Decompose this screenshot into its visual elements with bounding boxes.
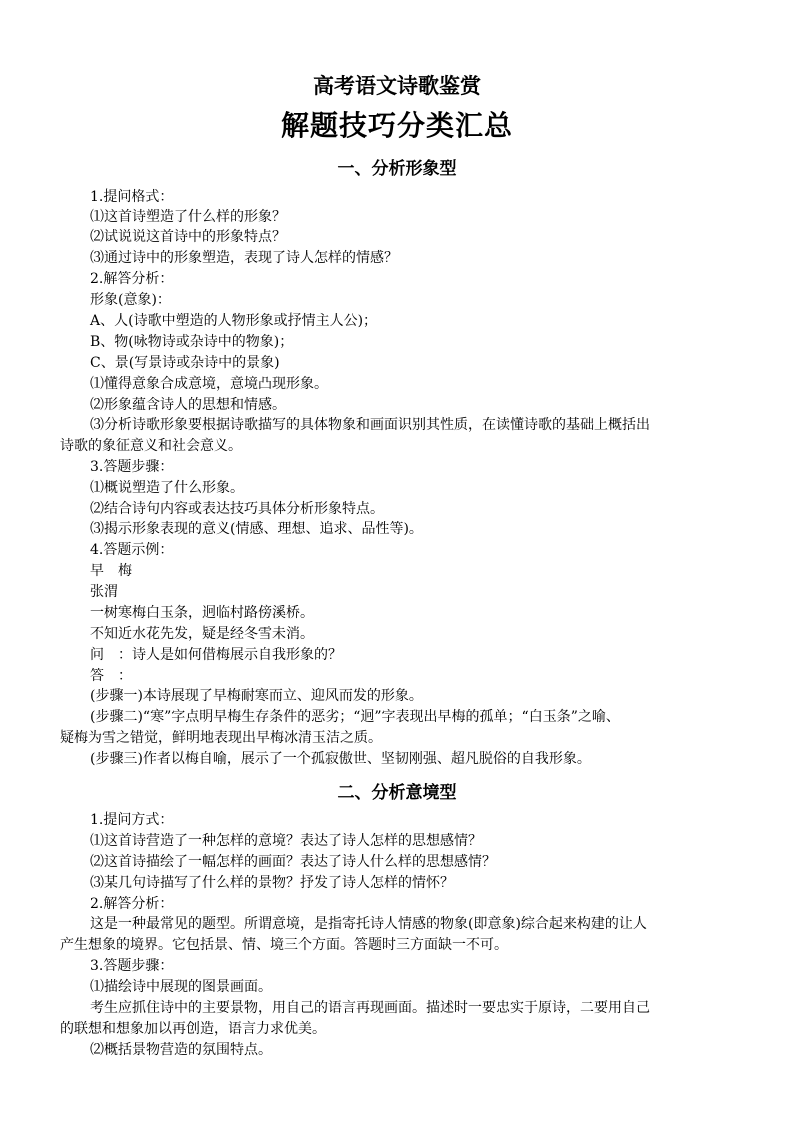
paragraph-line: ⑶通过诗中的形象塑造，表现了诗人怎样的情感？ — [90, 250, 398, 266]
paragraph-line: ⑵这首诗描绘了一幅怎样的画面？表达了诗人什么样的思想感情？ — [90, 854, 496, 870]
paragraph-line: ⑶分析诗歌形象要根据诗歌描写的具体物象和画面识别其性质，在读懂诗歌的基础上概括出 — [90, 417, 650, 433]
paragraph-line: 4.答题示例： — [90, 542, 174, 558]
paragraph-line: ⑵试说说这首诗中的形象特点？ — [90, 229, 286, 245]
poem-line: 不知近水花先发，疑是经冬雪未消。 — [90, 626, 314, 642]
paragraph-line: ⑴懂得意象合成意境，意境凸现形象。 — [90, 376, 328, 392]
paragraph-line: 产生想象的境界。它包括景、情、境三个方面。答题时三方面缺一不可。 — [60, 937, 508, 953]
document-title: 高考语文诗歌鉴赏 — [313, 74, 481, 98]
answer-label: 答 ： — [90, 668, 132, 684]
paragraph-line: ⑴概说塑造了什么形象。 — [90, 480, 244, 496]
paragraph-line: ⑵形象蕴含诗人的思想和情感。 — [90, 397, 286, 413]
answer-step: (步骤三)作者以梅自喻，展示了一个孤寂傲世、坚韧刚强、超凡脱俗的自我形象。 — [90, 751, 591, 767]
paragraph-line: ⑶揭示形象表现的意义(情感、理想、追求、品性等)。 — [90, 521, 423, 537]
paragraph-line: 1.提问方式： — [90, 812, 174, 828]
paragraph-line: C、景(写景诗或杂诗中的景象) — [90, 355, 280, 371]
paragraph-line: 2.解答分析： — [90, 896, 174, 912]
paragraph-line: 诗歌的象征意义和社会意义。 — [60, 438, 242, 454]
paragraph-line: A、人(诗歌中塑造的人物形象或抒情主人公)； — [90, 313, 378, 329]
paragraph-line: ⑶某几句诗描写了什么样的景物？抒发了诗人怎样的情怀？ — [90, 875, 454, 891]
paragraph-line: ⑵结合诗句内容或表达技巧具体分析形象特点。 — [90, 501, 384, 517]
answer-step: (步骤二)“寒”字点明早梅生存条件的恶劣；“迥”字表现出早梅的孤单；“白玉条”之喻、 — [90, 709, 620, 725]
paragraph-line: 考生应抓住诗中的主要景物，用自己的语言再现画面。描述时一要忠实于原诗，二要用自己 — [90, 1000, 650, 1016]
section1-heading: 一、分析形象型 — [337, 159, 457, 179]
poem-title: 早 梅 — [90, 563, 132, 579]
document-subtitle: 解题技巧分类汇总 — [280, 109, 513, 142]
paragraph-line: B、物(咏物诗或杂诗中的物象)； — [90, 334, 294, 350]
section2-heading: 二、分析意境型 — [337, 783, 457, 803]
question-line: 问 ：诗人是如何借梅展示自我形象的？ — [90, 647, 342, 663]
paragraph-line: 形象(意象)： — [90, 292, 171, 308]
paragraph-line: 这是一种最常见的题型。所谓意境，是指寄托诗人情感的物象(即意象)综合起来构建的让人 — [90, 916, 647, 932]
paragraph-line: 的联想和想象加以再创造，语言力求优美。 — [60, 1021, 326, 1037]
poem-author: 张渭 — [90, 584, 118, 600]
paragraph-line: ⑵概括景物营造的氛围特点。 — [90, 1042, 272, 1058]
paragraph-line: 3.答题步骤： — [90, 958, 174, 974]
answer-step: 疑梅为雪之错觉，鲜明地表现出早梅冰清玉洁之质。 — [60, 730, 382, 746]
paragraph-line: ⑴这首诗营造了一种怎样的意境？表达了诗人怎样的思想感情？ — [90, 833, 482, 849]
paragraph-line: 2.解答分析： — [90, 271, 174, 287]
poem-line: 一树寒梅白玉条，迥临村路傍溪桥。 — [90, 605, 314, 621]
paragraph-line: ⑴这首诗塑造了什么样的形象？ — [90, 209, 286, 225]
paragraph-line: 1.提问格式： — [90, 189, 174, 205]
paragraph-line: ⑴描绘诗中展现的图景画面。 — [90, 979, 272, 995]
answer-step: (步骤一)本诗展现了早梅耐寒而立、迎风而发的形象。 — [90, 688, 423, 704]
paragraph-line: 3.答题步骤： — [90, 459, 174, 475]
